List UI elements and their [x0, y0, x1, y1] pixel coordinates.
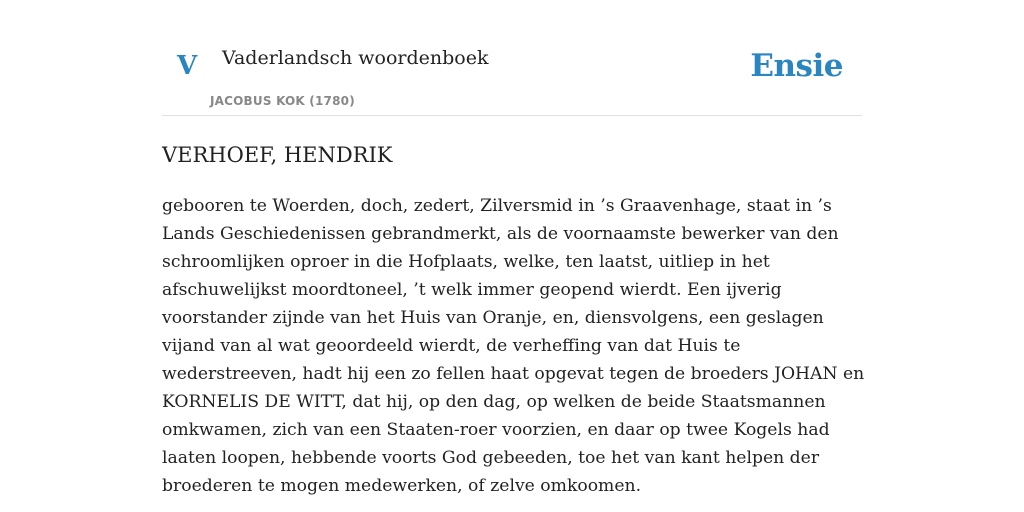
entry-body: gebooren te Woerden, doch, zedert, Zilversmid in ’s Graavenhage, staat in ’s Lands Geschiedenissen gebrandmerkt, als de voornaamste bewerker van den schroomlijken oproer in die Hofplaats, welke, ten laatst, uitliep in het afschuwelijkst moordtoneel, ’t welk immer geopend wierdt. Een ijverig voorstander zijnde van het Huis van Oranje, en, diensvolgens, een geslagen vijand van al wat geoordeeld wierdt, de verheffing van dat Huis te wederstreeven, hadt hij een zo fellen haat opgevat tegen de broeders JOHAN en KORNELIS DE WITT, dat hij, op den dag, op welken de beide Staatsmannen omkwamen, zich van een Staaten-roer voorzien, en daar op twee Kogels had laaten loopen, hebbende voorts God gebeeden, toe het van kant helpen der broederen te mogen medewerken, of zelve omkoomen.: [162, 196, 865, 496]
index-letter[interactable]: V: [177, 51, 198, 81]
book-title[interactable]: Vaderlandsch woordenboek: [222, 47, 489, 69]
entry-title: VERHOEF, HENDRIK: [162, 143, 393, 167]
header: [162, 36, 862, 116]
book-author: JACOBUS KOK (1780): [210, 94, 355, 108]
ensie-logo[interactable]: Ensie: [750, 48, 843, 84]
